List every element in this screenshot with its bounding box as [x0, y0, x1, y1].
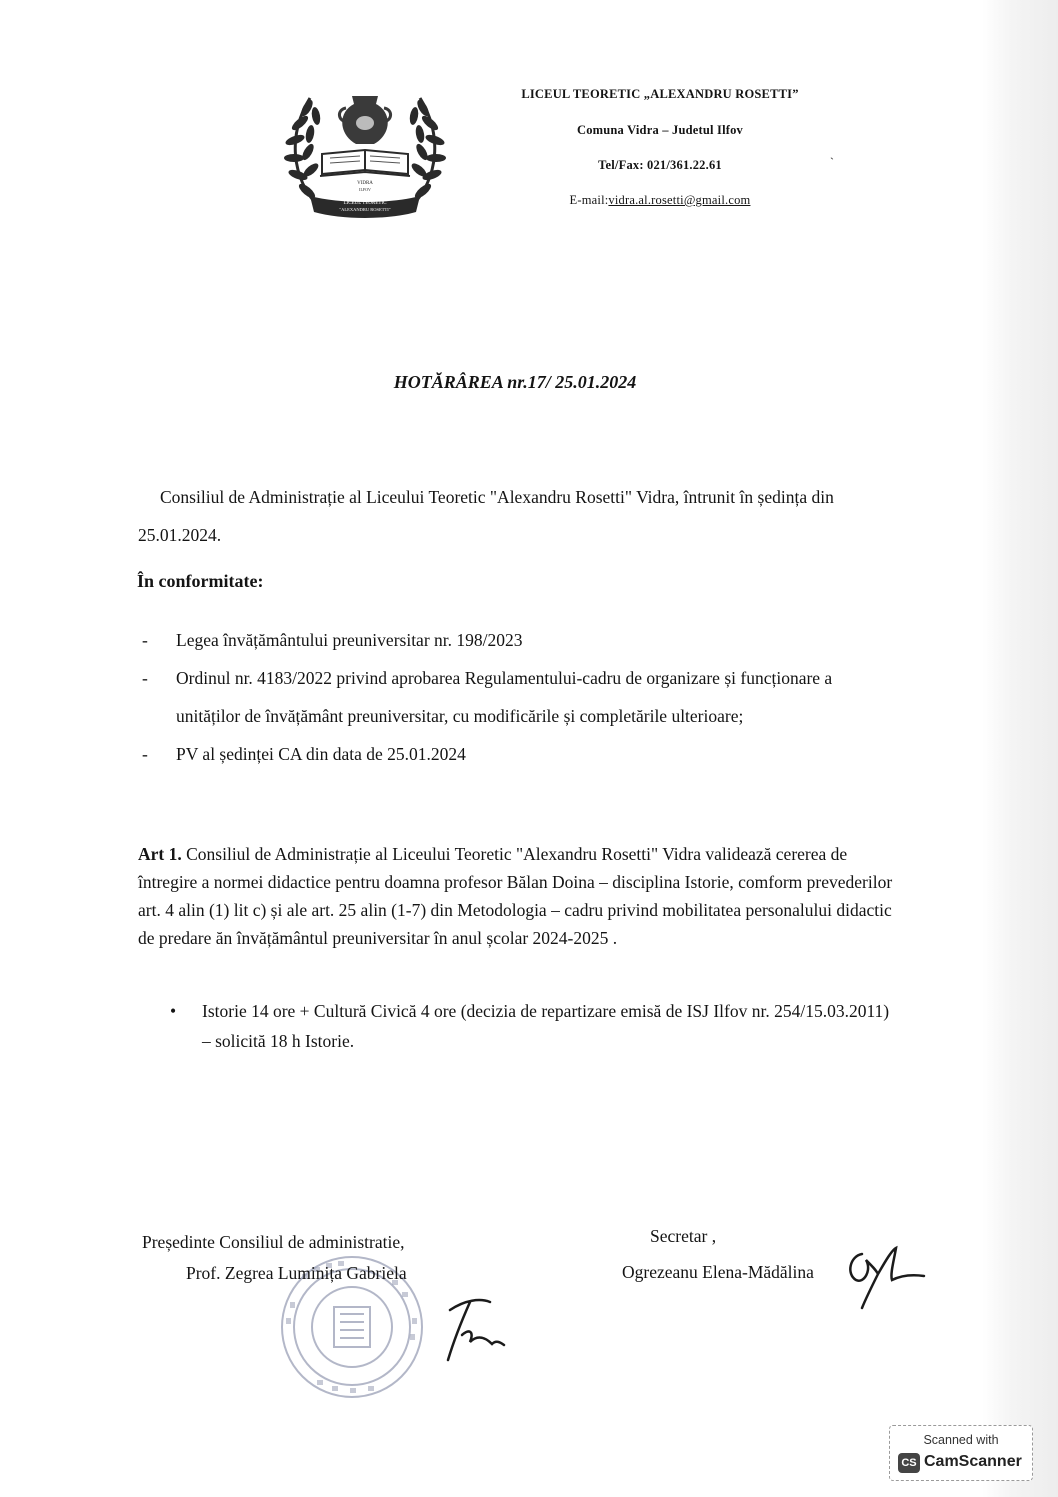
article-label: Art 1.	[138, 844, 182, 864]
stray-mark: ˋ	[830, 155, 834, 169]
badge-brand: CamScanner	[924, 1453, 1022, 1470]
secretary-signature	[842, 1240, 932, 1310]
conformity-heading: În conformitate:	[137, 571, 264, 591]
scan-page-edge	[982, 0, 1058, 1497]
list-item-text: Ordinul nr. 4183/2022 privind aprobarea Regulamentului-cadru de organizare și funcționare a unităților de învățământ preuniversitar, cu modificările și completările ulterioare;	[176, 668, 833, 726]
camscanner-icon: CS	[898, 1453, 920, 1473]
intro-paragraph: Consiliul de Administrație al Liceului Teoretic "Alexandru Rosetti" Vidra, întrunit în ședința din 25.01.2024.	[138, 487, 834, 545]
secretary-name: Ogrezeanu Elena-Mădălina	[622, 1262, 814, 1282]
list-item-text: Legea învățământului preuniversitar nr. 198/2023	[176, 630, 523, 650]
list-item	[140, 621, 880, 659]
secretary-role: Secretar ,	[650, 1226, 717, 1246]
bullet-item	[170, 996, 900, 1056]
email-link[interactable]: vidra.al.rosetti@gmail.com	[608, 193, 751, 207]
document-title: HOTĂRÂREA nr.17/ 25.01.2024	[393, 372, 637, 392]
school-phone: Tel/Fax: 021/361.22.61	[598, 158, 722, 172]
dash-marker: -	[142, 668, 148, 688]
president-name: Prof. Zegrea Luminița Gabriela	[186, 1263, 407, 1283]
email-label: E-mail:	[569, 193, 609, 207]
article-text: Consiliul de Administrație al Liceului Teoretic "Alexandru Rosetti" Vidra validează cererea de întregire a normei didactice pentru doamna profesor Bălan Doina – disciplina Istorie, comform prevederilor art. 4 alin (1) lit c) și ale art. 25 alin (1-7) din Metodologia – cadru privind mobilitatea personalului didactic de predare ăn învățământul preuniversitar în anul școlar 2024-2025 .	[138, 844, 893, 948]
logo-text-4: "ALEXANDRU ROSETTI"	[339, 207, 391, 212]
article-1	[138, 840, 908, 952]
bullet-text: Istorie 14 ore + Cultură Civică 4 ore (decizia de repartizare emisă de ISJ Ilfov nr. 254/15.03.2011) – solicită 18 h Istorie.	[202, 1001, 890, 1051]
school-email	[440, 193, 880, 208]
school-location: Comuna Vidra – Judetul Ilfov	[576, 123, 744, 137]
president-signature	[440, 1290, 510, 1365]
logo-text-2: ILFOV	[359, 187, 371, 192]
logo-text-3: LICEUL TEORETIC	[343, 201, 387, 206]
list-item	[140, 659, 880, 735]
logo-text-1: VIDRA	[357, 181, 373, 186]
badge-caption: Scanned with	[923, 1433, 999, 1447]
camscanner-badge	[889, 1425, 1033, 1481]
school-name: LICEUL TEORETIC „ALEXANDRU ROSETTI”	[521, 87, 799, 101]
dash-marker: -	[142, 744, 148, 764]
president-role: Președinte Consiliul de administratie,	[142, 1232, 405, 1252]
bullet-marker: •	[170, 1001, 177, 1021]
dash-marker: -	[142, 630, 148, 650]
school-logo	[280, 78, 450, 228]
list-item-text: PV al ședinței CA din data de 25.01.2024	[176, 744, 466, 764]
conformity-list	[140, 621, 880, 773]
list-item	[140, 735, 880, 773]
